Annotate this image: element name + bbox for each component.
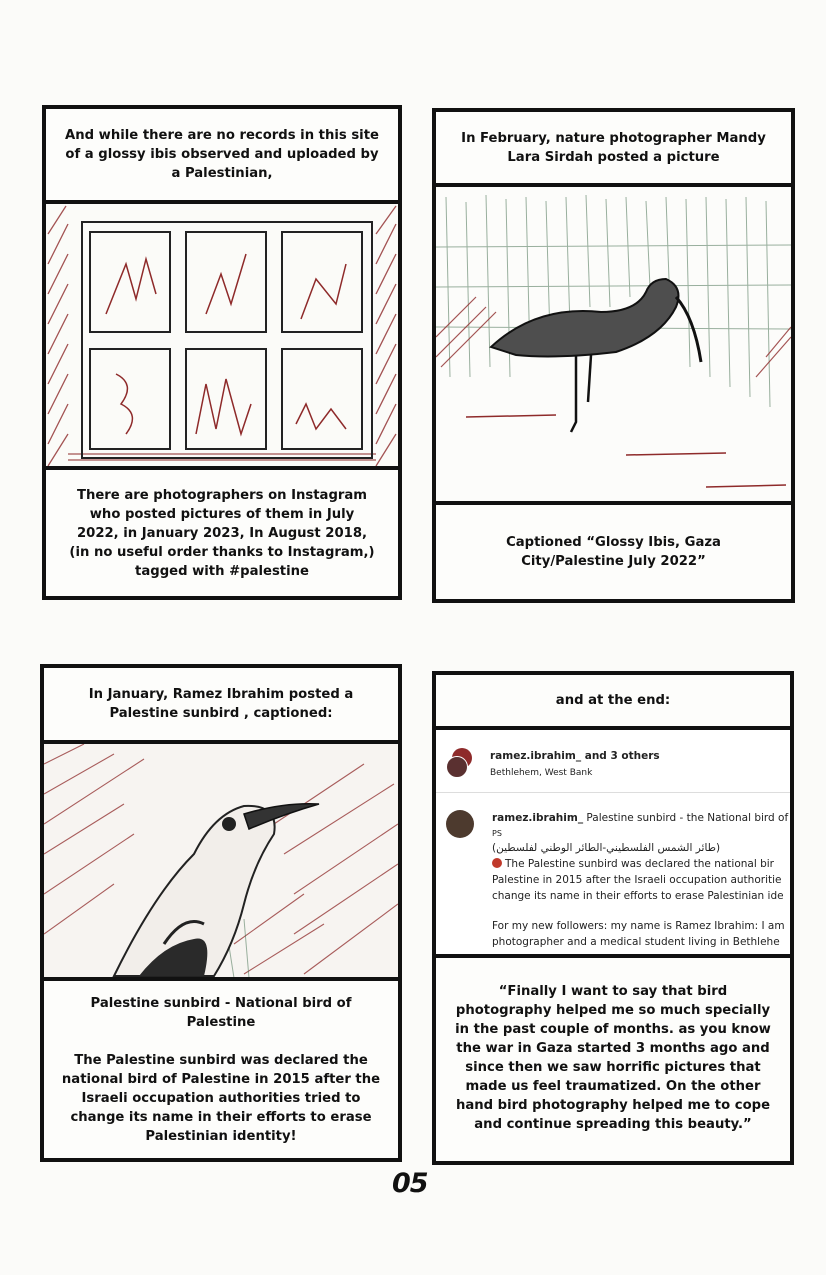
panel-3-top-caption: In January, Ramez Ibrahim posted a Palestine sunbird , captioned: [44, 668, 398, 744]
panel-1 [42, 105, 402, 600]
post-caption-line: ramez.ibrahim_ Palestine sunbird - the National bird of [492, 812, 789, 824]
location-label[interactable]: Bethlehem, West Bank [490, 768, 593, 778]
post-line-3: change its name in their efforts to erase Palestinian ide [492, 890, 784, 902]
instagram-post-screenshot [436, 730, 790, 958]
post-avatar [446, 810, 474, 838]
palestine-sunbird-illustration [44, 744, 398, 978]
post-line-4: For my new followers: my name is Ramez Ibrahim: I am [492, 920, 785, 932]
avatar [446, 756, 468, 778]
header-username[interactable]: ramez.ibrahim_ and 3 others [490, 750, 660, 762]
post-line-5: photographer and a medical student living in Bethlehe [492, 936, 780, 948]
panel-2-bottom-caption: Captioned “Glossy Ibis, Gaza City/Palestine July 2022” [436, 501, 791, 599]
panel-4 [432, 671, 794, 1165]
panel-4-bottom-caption: “Finally I want to say that bird photography helped me so much specially in the past couple of months. as you know the war in Gaza started 3 months ago and since then we saw horrific pictures that made us feel traumatized. On the other hand bird photography helped me to cope and continue spreading this beauty.” [455, 983, 771, 1132]
divider [436, 792, 790, 793]
panel-3-bottom-caption [44, 977, 398, 1158]
glossy-ibis-illustration [436, 187, 791, 505]
arabic-caption: (طائر الشمس الفلسطيني-الطائر الوطني لفلسطين) [492, 842, 721, 854]
red-dot-icon [492, 858, 502, 868]
panel-3 [40, 664, 402, 1162]
panel-2-top-caption: In February, nature photographer Mandy Lara Sirdah posted a picture [436, 112, 791, 187]
panel-3-caption-body: The Palestine sunbird was declared the national bird of Palestine in 2015 after the Israeli occupation authorities tried to change its name in their efforts to erase Palestinian identity! [61, 1052, 381, 1144]
ps-label: PS [492, 829, 502, 838]
page-number: 05 [392, 1168, 428, 1199]
window-illustration [46, 204, 398, 467]
panel-2 [432, 108, 795, 603]
panel-3-caption-title: Palestine sunbird - National bird of Palestine [90, 995, 352, 1030]
panel-4-top-caption: and at the end: [436, 675, 790, 730]
panel-1-top-caption: And while there are no records in this site of a glossy ibis observed and uploaded by a Palestinian, [46, 109, 398, 204]
post-username[interactable]: ramez.ibrahim_ [492, 812, 584, 824]
post-line-1: The Palestine sunbird was declared the national bir [492, 858, 774, 870]
panel-1-bottom-caption: There are photographers on Instagram who posted pictures of them in July 2022, in January 2023, In August 2018, (in no useful order thanks to Instagram,) tagged with #palestine [46, 466, 398, 596]
post-line-2: Palestine in 2015 after the Israeli occupation authoritie [492, 874, 782, 886]
